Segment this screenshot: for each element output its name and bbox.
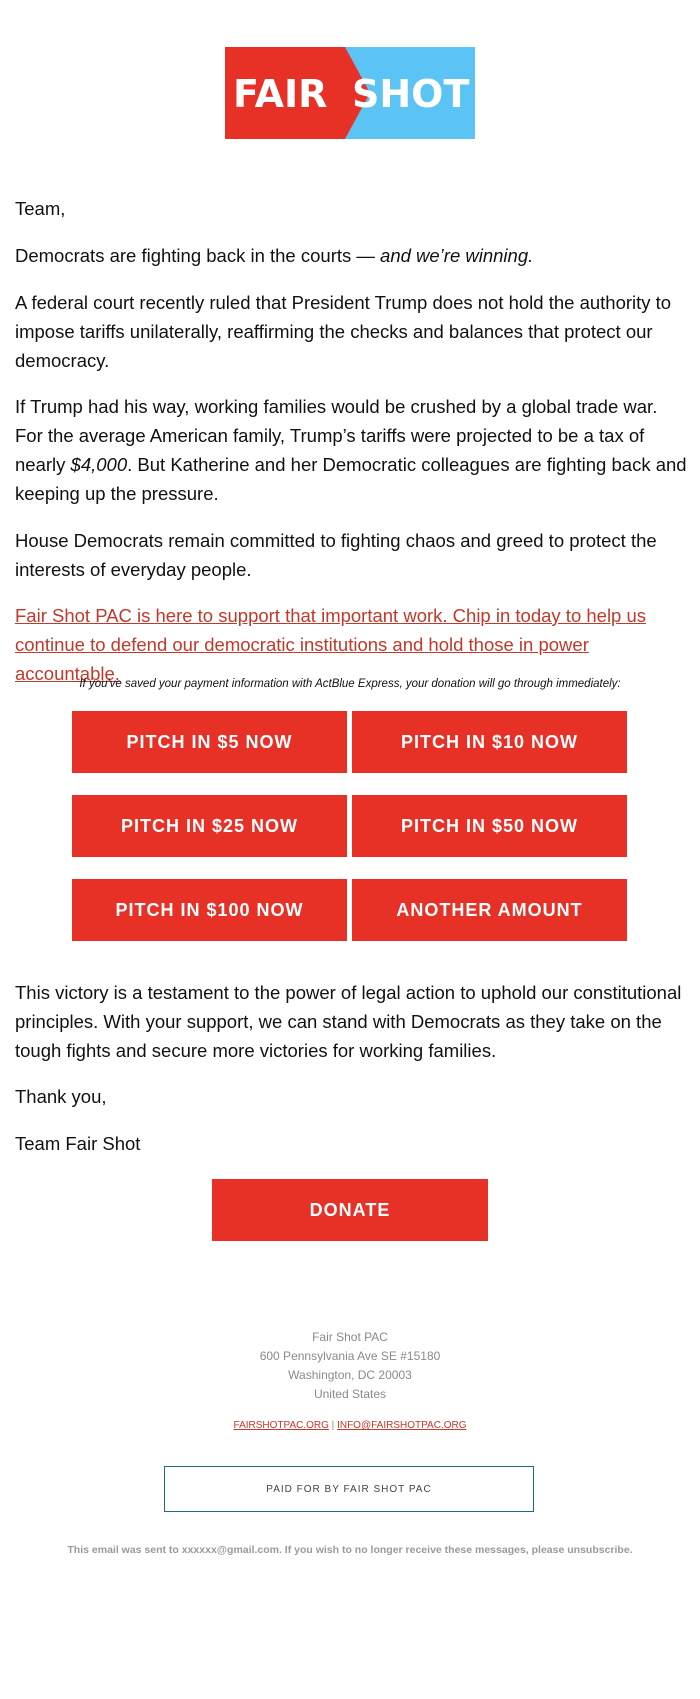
footer-street: 600 Pennsylvania Ave SE #15180 [259, 1349, 441, 1363]
trade-amount: $4,000 [70, 454, 128, 475]
unsubscribe-notice[interactable]: This email was sent to xxxxxx@gmail.com. If you wish to no longer receive these messages, please unsubscribe. [67, 1544, 633, 1556]
pitch-in-50-button[interactable]: PITCH IN $50 NOW [352, 795, 627, 857]
ruling-text: A federal court recently ruled that President Trump does not hold the authority to impose tariffs unilaterally, reaffirming the checks and balances that protect our democracy. [15, 292, 672, 371]
footer-country: United States [313, 1387, 387, 1401]
pitch-in-25-button[interactable]: PITCH IN $25 NOW [72, 795, 347, 857]
courts-emphasis: and we’re winning. [380, 245, 534, 266]
paragraph-courts [15, 241, 687, 270]
victory-text: This victory is a testament to the power of legal action to uphold our constitutional principles. With your support, we can stand with Democrats as they take on the tough fights and secure more victories for working families. [15, 982, 682, 1061]
paid-for-disclaimer [164, 1466, 534, 1512]
pitch-in-100-button[interactable]: PITCH IN $100 NOW [72, 879, 347, 941]
footer-address [0, 1328, 700, 1404]
paragraph-ruling [15, 288, 687, 375]
cta-donate-link[interactable]: Fair Shot PAC is here to support that important work. Chip in today to help us continue to defend our democratic institutions and hold those in power accountable. [15, 605, 647, 684]
email-link[interactable]: INFO@FAIRSHOTPAC.ORG [337, 1420, 467, 1431]
donate-button[interactable]: DONATE [212, 1179, 488, 1241]
fair-shot-logo [225, 47, 475, 139]
footer-org: Fair Shot PAC [312, 1330, 388, 1344]
logo-text-fair: FAIR [233, 72, 328, 116]
pitch-in-5-button[interactable]: PITCH IN $5 NOW [72, 711, 347, 773]
team-text: Team Fair Shot [15, 1133, 141, 1154]
paragraph-house [15, 526, 687, 584]
greeting [15, 194, 687, 223]
signoff-thanks [15, 1082, 687, 1111]
paragraph-trade [15, 392, 687, 508]
website-link[interactable]: FAIRSHOTPAC.ORG [233, 1420, 329, 1431]
link-separator: | [328, 1420, 338, 1431]
paid-for-text: PAID FOR BY FAIR SHOT PAC [266, 1483, 432, 1495]
paragraph-cta [15, 601, 687, 688]
pitch-in-10-button[interactable]: PITCH IN $10 NOW [352, 711, 627, 773]
thanks-text: Thank you, [15, 1086, 107, 1107]
actblue-express-note: If you've saved your payment information with ActBlue Express, your donation will go through immediately: [79, 678, 621, 690]
house-text: House Democrats remain committed to fighting chaos and greed to protect the interests of everyday people. [15, 530, 657, 580]
greeting-text: Team, [15, 198, 66, 219]
paragraph-victory [15, 978, 687, 1065]
logo-text-shot: SHOT [352, 72, 470, 116]
courts-lead: Democrats are fighting back in the courts — [15, 245, 381, 266]
another-amount-button[interactable]: ANOTHER AMOUNT [352, 879, 627, 941]
trade-tail: . But Katherine and her Democratic colleagues are fighting back and keeping up the pressure. [15, 454, 687, 504]
footer-links [0, 1420, 700, 1431]
signoff-team [15, 1129, 687, 1158]
trade-lead: If Trump had his way, working families would be crushed by a global trade war. For the average American family, Trump’s tariffs were projected to be a tax of nearly [15, 396, 658, 475]
footer-city: Washington, DC 20003 [288, 1368, 412, 1382]
